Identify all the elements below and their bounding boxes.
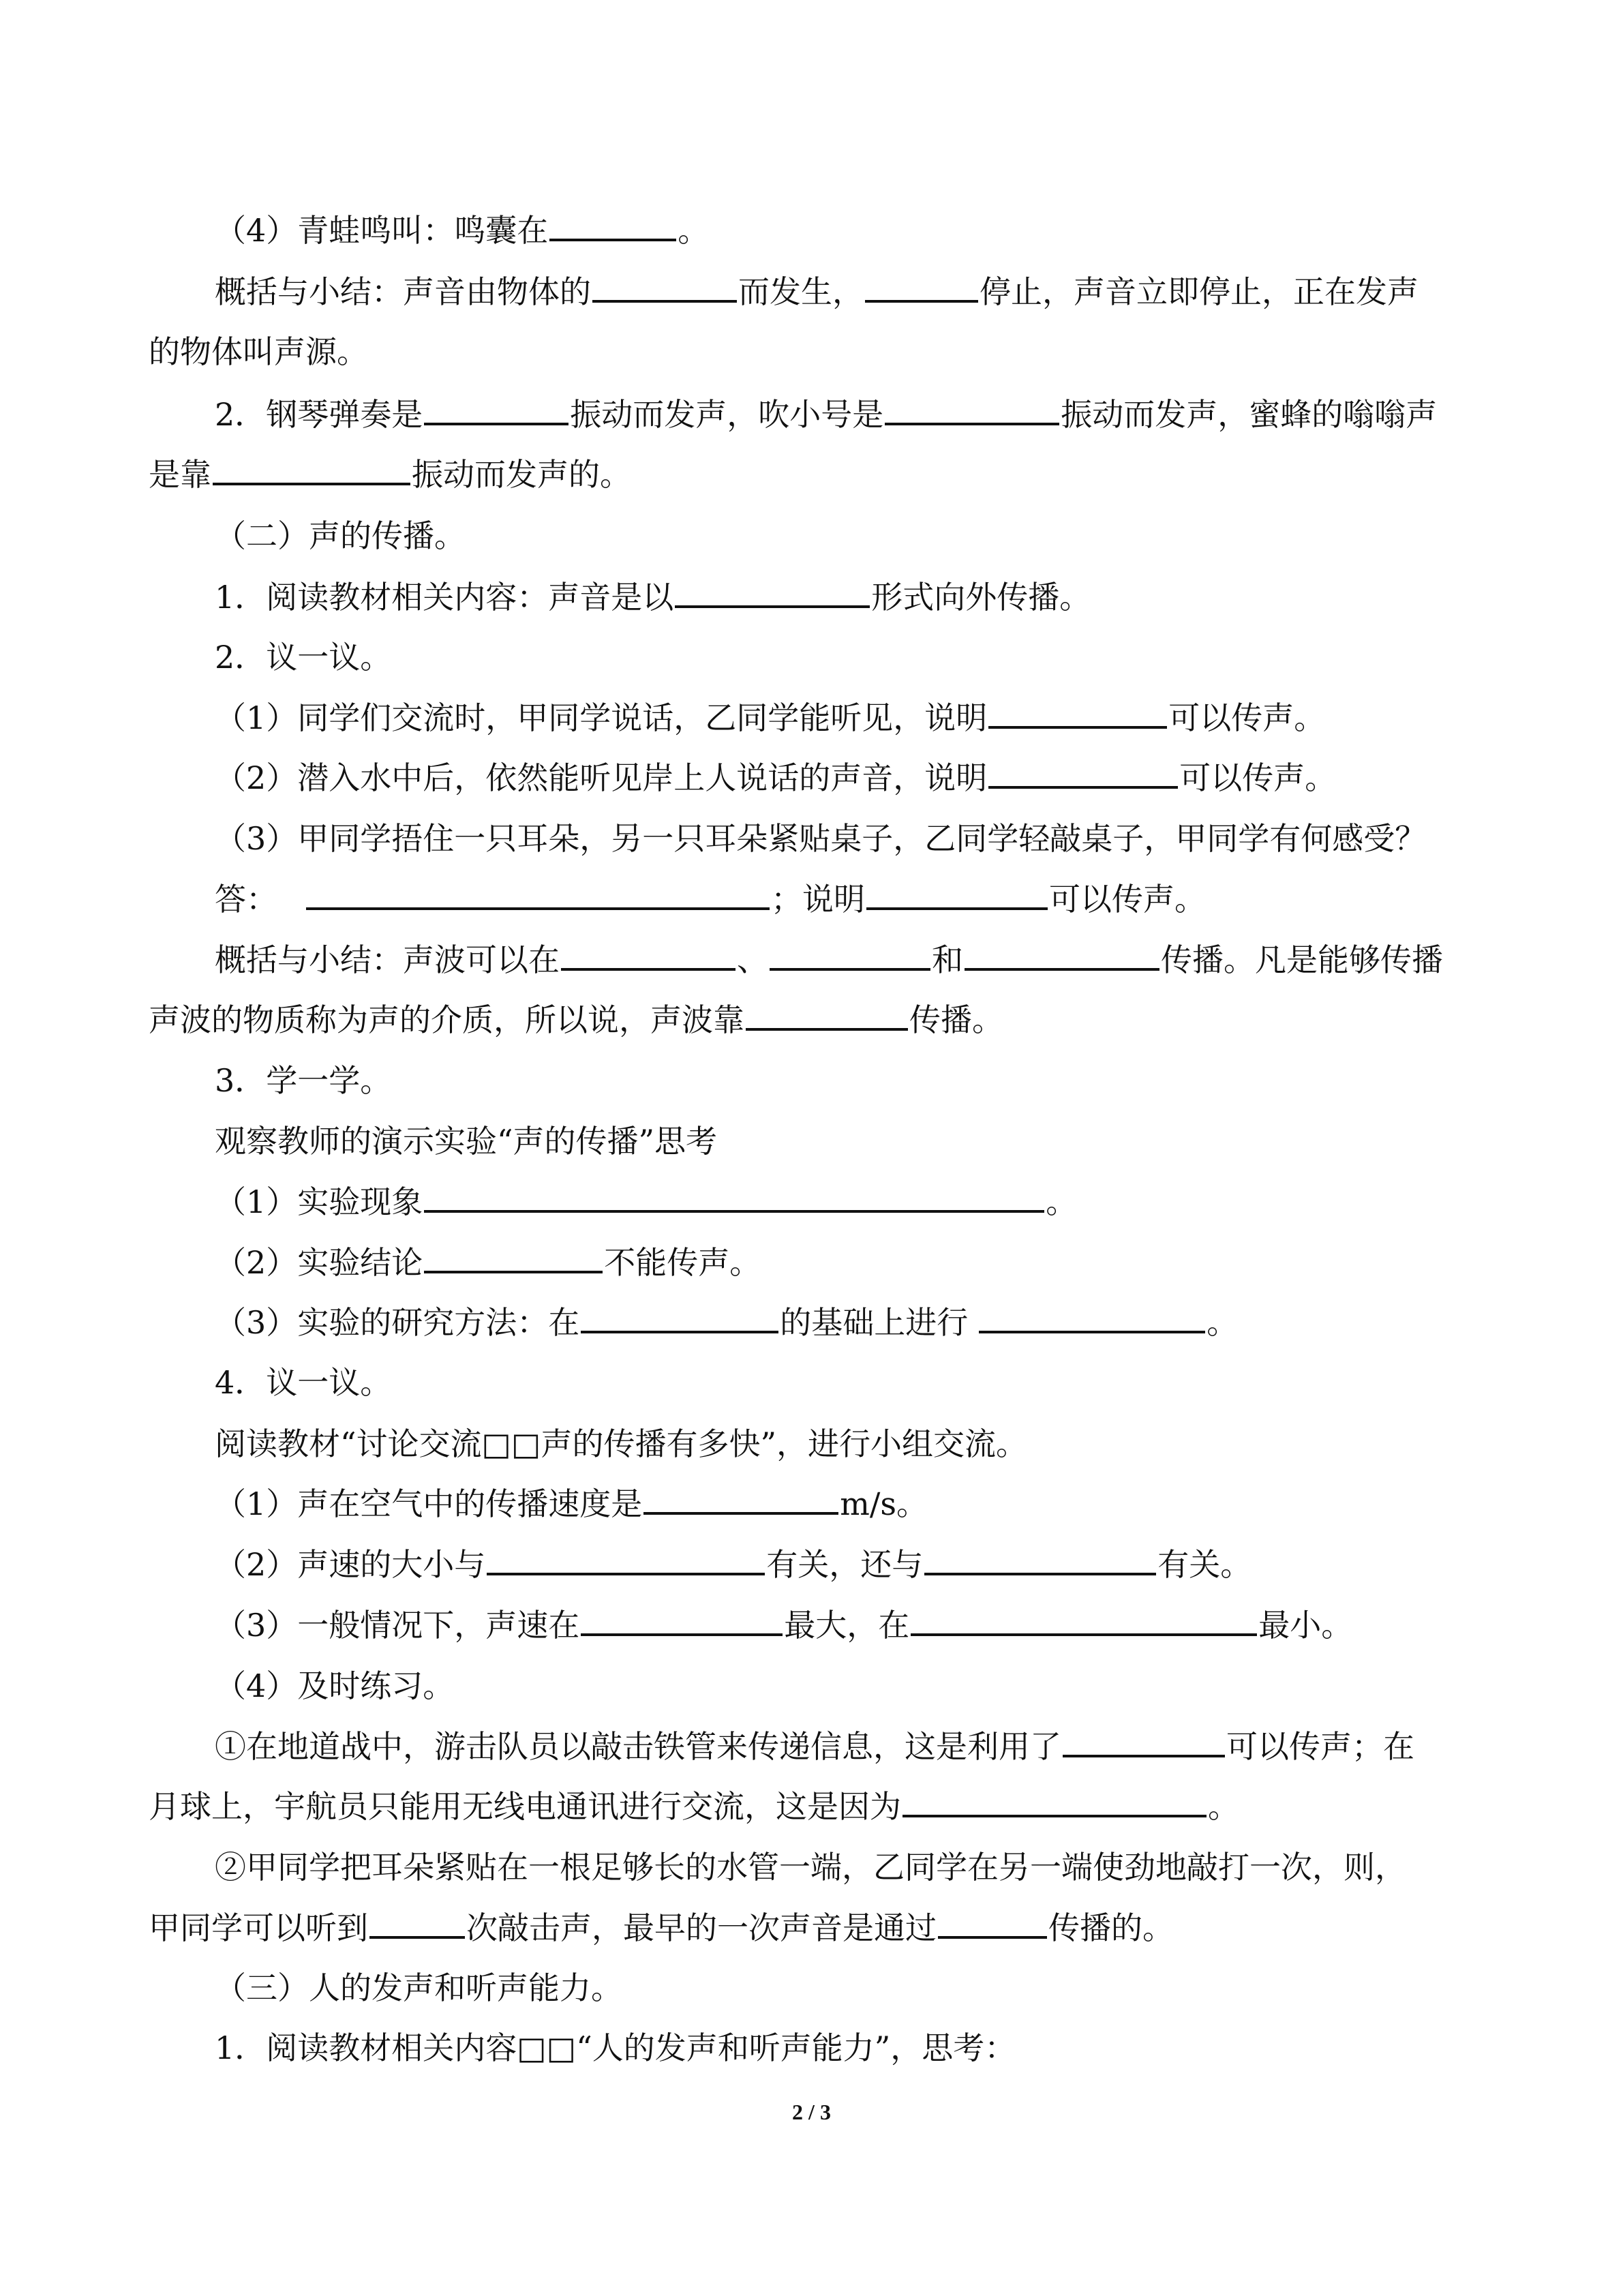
fill-blank [1063,1727,1225,1757]
fill-blank [988,699,1167,729]
text-line: 阅读教材“讨论交流□□声的传播有多快”，进行小组交流。 [215,1425,1027,1462]
fill-blank [643,1485,838,1515]
text-line: 甲同学可以听到 次敲击声，最早的一次声音是通过 传播的。 [149,1909,1174,1946]
fill-blank [988,759,1178,789]
fill-blank [581,1606,783,1636]
text-line: （2）声速的大小与 有关，还与 有关。 [215,1546,1252,1583]
text-line: 声波的物质称为声的介质，所以说，声波靠 传播。 [149,1001,1003,1038]
section-heading: （三）人的发声和听声能力。 [215,1969,622,2006]
fill-blank [424,1183,1044,1213]
text-line: 4．议一议。 [215,1364,392,1401]
fill-blank [581,1303,778,1333]
text-line: （3）甲同学捂住一只耳朵，另一只耳朵紧贴桌子，乙同学轻敲桌子，甲同学有何感受？ [215,820,1427,857]
fill-blank [487,1545,765,1575]
fill-blank [902,1787,1207,1817]
text-line: （3）一般情况下，声速在 最大，在 最小。 [215,1607,1353,1644]
fill-blank [770,941,930,971]
fill-blank [865,273,978,303]
fill-blank [885,395,1059,425]
text-line: （1）实验现象 。 [215,1183,1078,1220]
fill-blank [911,1606,1257,1636]
text-line: （4）及时练习。 [215,1667,455,1704]
fill-blank [675,578,870,608]
section-heading: （二）声的传播。 [215,517,466,554]
text-line: 2．钢琴弹奏是 振动而发声，吹小号是 振动而发声，蜜蜂的嗡嗡声 [215,396,1438,433]
fill-blank [306,880,770,910]
text-line: （1）同学们交流时，甲同学说话，乙同学能听见，说明 可以传声。 [215,699,1326,736]
fill-blank [549,211,676,241]
text-line: （1）声在空气中的传播速度是 m/s。 [215,1485,928,1522]
text-line: ①在地道战中，游击队员以敲击铁管来传递信息，这是利用了 可以传声；在 [215,1728,1414,1765]
fill-blank [938,1909,1047,1939]
fill-blank [369,1909,465,1939]
text-line: 2．议一议。 [215,639,392,676]
text-line: 1．阅读教材相关内容□□“人的发声和听声能力”，思考： [215,2029,1016,2066]
fill-blank [213,455,410,485]
text-line: 概括与小结：声音由物体的 而发生， 停止，声音立即停止，正在发声 [215,273,1419,310]
text-line: 观察教师的演示实验“声的传播”思考 [215,1123,718,1160]
fill-blank [592,273,737,303]
fill-blank [424,1243,603,1273]
fill-blank [424,395,568,425]
fill-blank [965,941,1159,971]
text-line: 概括与小结：声波可以在 、 和 传播。凡是能够传播 [215,941,1443,978]
text-line: ②甲同学把耳朵紧贴在一根足够长的水管一端，乙同学在另一端使劲地敲打一次，则， [215,1849,1406,1886]
fill-blank [979,1303,1205,1333]
page-number: 2 / 3 [792,2100,831,2124]
fill-blank [866,880,1048,910]
text-line: （3）实验的研究方法：在 的基础上进行 。 [215,1304,1239,1341]
fill-blank [746,1001,908,1031]
text-line: （4）青蛙鸣叫：鸣囊在 。 [215,212,710,249]
text-line: 3．学一学。 [215,1062,392,1099]
fill-blank [561,941,735,971]
text-line: 是靠 振动而发声的。 [149,456,631,493]
text-line: 1．阅读教材相关内容：声音是以 形式向外传播。 [215,579,1091,616]
text-line: 的物体叫声源。 [149,333,368,370]
text-line: 月球上，宇航员只能用无线电通讯进行交流，这是因为 。 [149,1788,1239,1825]
text-line: 答： ；说明 可以传声。 [215,881,1206,918]
text-line: （2）实验结论 不能传声。 [215,1244,761,1281]
text-line: （2）潜入水中后，依然能听见岸上人说话的声音，说明 可以传声。 [215,759,1337,796]
fill-blank [924,1545,1156,1575]
